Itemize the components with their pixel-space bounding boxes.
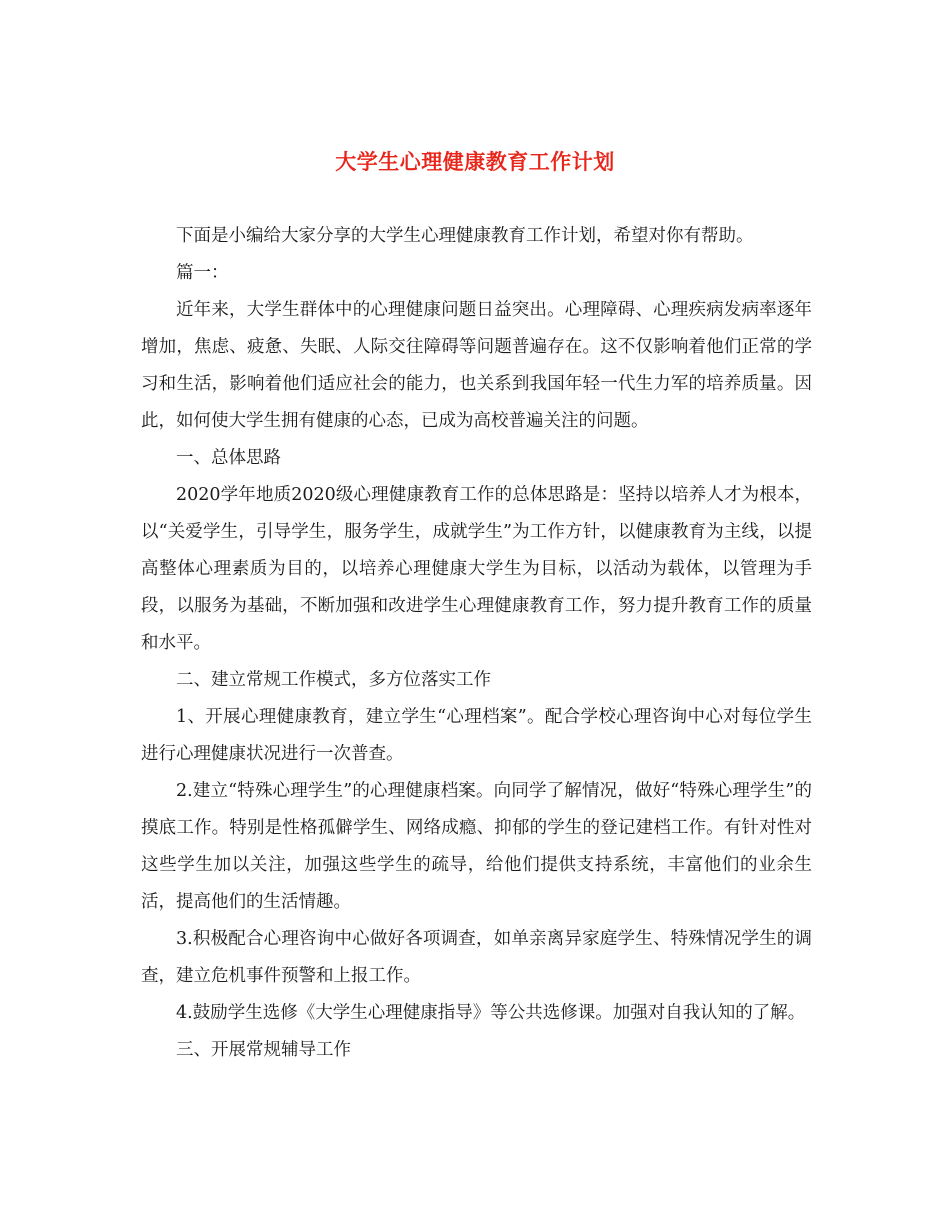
section-heading-routine-guidance: 三、开展常规辅导工作 xyxy=(176,1040,351,1060)
list-item-2: 2.建立“特殊心理学生”的心理健康档案。向同学了解情况，做好“特殊心理学生”的摸底工作。特别是性格孤僻学生、网络成瘾、抑郁的学生的登记建档工作。有针对性对这些学生加以关注，加强这些学生的疏导，给他们提供支持系统，丰富他们的业余生活，提高他们的生活情趣。 xyxy=(141,781,812,912)
list-item-4: 4.鼓励学生选修《大学生心理健康指导》等公共选修课。加强对自我认知的了解。 xyxy=(176,1003,806,1023)
document-title: 大学生心理健康教育工作计划 xyxy=(335,149,615,175)
document-body xyxy=(141,218,812,1069)
list-item-3: 3.积极配合心理咨询中心做好各项调查，如单亲离异家庭学生、特殊情况学生的调查，建立危机事件预警和上报工作。 xyxy=(141,929,812,986)
part-one-label: 篇一： xyxy=(176,263,229,283)
list-item-1: 1、开展心理健康教育，建立学生“心理档案”。配合学校心理咨询中心对每位学生进行心理健康状况进行一次普查。 xyxy=(141,707,812,764)
section-heading-routine-mode: 二、建立常规工作模式，多方位落实工作 xyxy=(176,670,491,690)
overall-idea-paragraph: 2020学年地质2020级心理健康教育工作的总体思路是：坚持以培养人才为根本，以“关爱学生，引导学生，服务学生，成就学生”为工作方针，以健康教育为主线，以提高整体心理素质为目的，以培养心理健康大学生为目标，以活动为载体，以管理为手段，以服务为基础，不断加强和改进学生心理健康教育工作，努力提升教育工作的质量和水平。 xyxy=(141,485,812,653)
section-heading-overall-idea: 一、总体思路 xyxy=(176,448,281,468)
background-paragraph: 近年来，大学生群体中的心理健康问题日益突出。心理障碍、心理疾病发病率逐年增加，焦虑、疲惫、失眠、人际交往障碍等问题普遍存在。这不仅影响着他们正常的学习和生活，影响着他们适应社会的能力，也关系到我国年轻一代生力军的培养质量。因此，如何使大学生拥有健康的心态，已成为高校普遍关注的问题。 xyxy=(141,300,812,431)
intro-paragraph: 下面是小编给大家分享的大学生心理健康教育工作计划，希望对你有帮助。 xyxy=(176,226,754,246)
